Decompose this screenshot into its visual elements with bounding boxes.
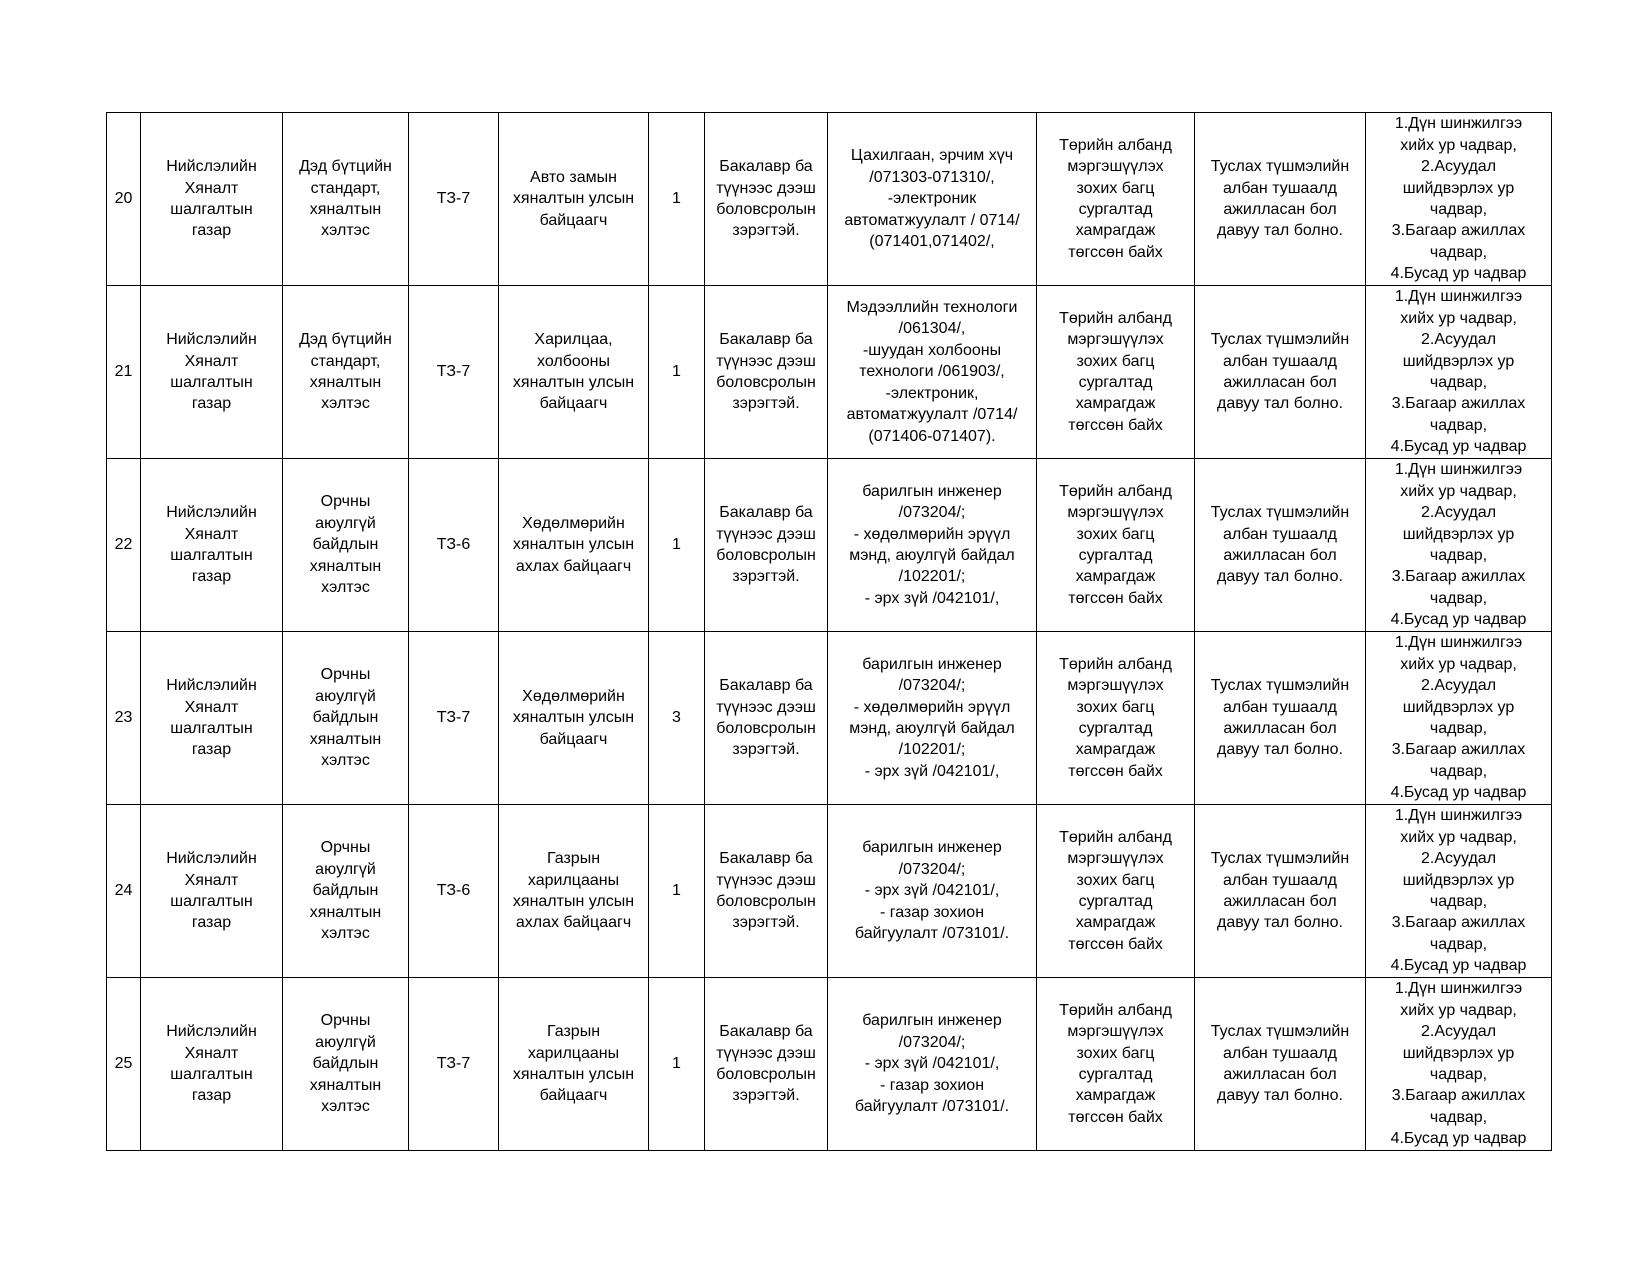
- skills-requirement-cell: 1.Дүн шинжилгээ хийх ур чадвар, 2.Асуудал шийдвэрлэх ур чадвар, 3.Багаар ажиллах чадвар, 4.Бусад ур чадвар: [1366, 459, 1552, 632]
- organization-cell: Нийслэлийн Хяналт шалгалтын газар: [141, 459, 283, 632]
- education-requirement-cell: Бакалавр ба түүнээс дээш боловсролын зэрэгтэй.: [705, 459, 828, 632]
- profession-requirement-cell: барилгын инженер /073204/; - хөдөлмөрийн эрүүл мэнд, аюулгүй байдал /102201/; - эрх зүй /042101/,: [828, 632, 1037, 805]
- table-row: [107, 632, 1552, 805]
- education-requirement-cell: Бакалавр ба түүнээс дээш боловсролын зэрэгтэй.: [705, 632, 828, 805]
- skills-requirement-cell: 1.Дүн шинжилгээ хийх ур чадвар, 2.Асуудал шийдвэрлэх ур чадвар, 3.Багаар ажиллах чадвар, 4.Бусад ур чадвар: [1366, 286, 1552, 459]
- table-body: [107, 113, 1552, 1151]
- education-requirement-cell: Бакалавр ба түүнээс дээш боловсролын зэрэгтэй.: [705, 978, 828, 1151]
- row-number-cell: 24: [107, 805, 141, 978]
- organization-cell: Нийслэлийн Хяналт шалгалтын газар: [141, 113, 283, 286]
- organization-cell: Нийслэлийн Хяналт шалгалтын газар: [141, 286, 283, 459]
- department-cell: Орчны аюулгүй байдлын хяналтын хэлтэс: [283, 459, 409, 632]
- department-cell: Дэд бүтцийн стандарт, хяналтын хэлтэс: [283, 113, 409, 286]
- experience-requirement-cell: Туслах түшмэлийн албан тушаалд ажилласан бол давуу тал болно.: [1195, 286, 1366, 459]
- row-number-cell: 23: [107, 632, 141, 805]
- vacancy-count-cell: 1: [649, 805, 705, 978]
- vacancy-count-cell: 1: [649, 978, 705, 1151]
- vacancy-count-cell: 1: [649, 113, 705, 286]
- experience-requirement-cell: Туслах түшмэлийн албан тушаалд ажилласан бол давуу тал болно.: [1195, 459, 1366, 632]
- training-requirement-cell: Төрийн албанд мэргэшүүлэх зохих багц сургалтад хамрагдаж төгссөн байх: [1037, 113, 1195, 286]
- training-requirement-cell: Төрийн албанд мэргэшүүлэх зохих багц сургалтад хамрагдаж төгссөн байх: [1037, 459, 1195, 632]
- table-row: [107, 459, 1552, 632]
- vacancy-count-cell: 3: [649, 632, 705, 805]
- table-row: [107, 113, 1552, 286]
- profession-requirement-cell: барилгын инженер /073204/; - эрх зүй /042101/, - газар зохион байгуулалт /073101/.: [828, 805, 1037, 978]
- education-requirement-cell: Бакалавр ба түүнээс дээш боловсролын зэрэгтэй.: [705, 113, 828, 286]
- skills-requirement-cell: 1.Дүн шинжилгээ хийх ур чадвар, 2.Асуудал шийдвэрлэх ур чадвар, 3.Багаар ажиллах чадвар, 4.Бусад ур чадвар: [1366, 978, 1552, 1151]
- position-title-cell: Газрын харилцааны хяналтын улсын байцаагч: [499, 978, 649, 1151]
- position-title-cell: Хөдөлмөрийн хяналтын улсын ахлах байцаагч: [499, 459, 649, 632]
- education-requirement-cell: Бакалавр ба түүнээс дээш боловсролын зэрэгтэй.: [705, 286, 828, 459]
- experience-requirement-cell: Туслах түшмэлийн албан тушаалд ажилласан бол давуу тал болно.: [1195, 978, 1366, 1151]
- table-row: [107, 805, 1552, 978]
- training-requirement-cell: Төрийн албанд мэргэшүүлэх зохих багц сургалтад хамрагдаж төгссөн байх: [1037, 805, 1195, 978]
- vacancy-count-cell: 1: [649, 286, 705, 459]
- row-number-cell: 20: [107, 113, 141, 286]
- training-requirement-cell: Төрийн албанд мэргэшүүлэх зохих багц сургалтад хамрагдаж төгссөн байх: [1037, 978, 1195, 1151]
- organization-cell: Нийслэлийн Хяналт шалгалтын газар: [141, 978, 283, 1151]
- profession-requirement-cell: барилгын инженер /073204/; - хөдөлмөрийн эрүүл мэнд, аюулгүй байдал /102201/; - эрх зүй /042101/,: [828, 459, 1037, 632]
- department-cell: Орчны аюулгүй байдлын хяналтын хэлтэс: [283, 632, 409, 805]
- vacancy-table: [106, 112, 1552, 1151]
- experience-requirement-cell: Туслах түшмэлийн албан тушаалд ажилласан бол давуу тал болно.: [1195, 805, 1366, 978]
- training-requirement-cell: Төрийн албанд мэргэшүүлэх зохих багц сургалтад хамрагдаж төгссөн байх: [1037, 286, 1195, 459]
- department-cell: Дэд бүтцийн стандарт, хяналтын хэлтэс: [283, 286, 409, 459]
- position-title-cell: Харилцаа, холбооны хяналтын улсын байцаагч: [499, 286, 649, 459]
- position-grade-cell: ТЗ-7: [409, 632, 499, 805]
- skills-requirement-cell: 1.Дүн шинжилгээ хийх ур чадвар, 2.Асуудал шийдвэрлэх ур чадвар, 3.Багаар ажиллах чадвар, 4.Бусад ур чадвар: [1366, 632, 1552, 805]
- table-row: [107, 978, 1552, 1151]
- row-number-cell: 21: [107, 286, 141, 459]
- experience-requirement-cell: Туслах түшмэлийн албан тушаалд ажилласан бол давуу тал болно.: [1195, 632, 1366, 805]
- skills-requirement-cell: 1.Дүн шинжилгээ хийх ур чадвар, 2.Асуудал шийдвэрлэх ур чадвар, 3.Багаар ажиллах чадвар, 4.Бусад ур чадвар: [1366, 805, 1552, 978]
- row-number-cell: 22: [107, 459, 141, 632]
- profession-requirement-cell: Цахилгаан, эрчим хүч /071303-071310/, -электроник автоматжуулалт / 0714/ (071401,071402/,: [828, 113, 1037, 286]
- vacancy-count-cell: 1: [649, 459, 705, 632]
- department-cell: Орчны аюулгүй байдлын хяналтын хэлтэс: [283, 978, 409, 1151]
- skills-requirement-cell: 1.Дүн шинжилгээ хийх ур чадвар, 2.Асуудал шийдвэрлэх ур чадвар, 3.Багаар ажиллах чадвар, 4.Бусад ур чадвар: [1366, 113, 1552, 286]
- organization-cell: Нийслэлийн Хяналт шалгалтын газар: [141, 805, 283, 978]
- organization-cell: Нийслэлийн Хяналт шалгалтын газар: [141, 632, 283, 805]
- position-grade-cell: ТЗ-6: [409, 805, 499, 978]
- row-number-cell: 25: [107, 978, 141, 1151]
- profession-requirement-cell: барилгын инженер /073204/; - эрх зүй /042101/, - газар зохион байгуулалт /073101/.: [828, 978, 1037, 1151]
- position-grade-cell: ТЗ-7: [409, 113, 499, 286]
- position-title-cell: Газрын харилцааны хяналтын улсын ахлах байцаагч: [499, 805, 649, 978]
- education-requirement-cell: Бакалавр ба түүнээс дээш боловсролын зэрэгтэй.: [705, 805, 828, 978]
- position-grade-cell: ТЗ-7: [409, 286, 499, 459]
- position-grade-cell: ТЗ-6: [409, 459, 499, 632]
- training-requirement-cell: Төрийн албанд мэргэшүүлэх зохих багц сургалтад хамрагдаж төгссөн байх: [1037, 632, 1195, 805]
- department-cell: Орчны аюулгүй байдлын хяналтын хэлтэс: [283, 805, 409, 978]
- position-title-cell: Хөдөлмөрийн хяналтын улсын байцаагч: [499, 632, 649, 805]
- position-title-cell: Авто замын хяналтын улсын байцаагч: [499, 113, 649, 286]
- position-grade-cell: ТЗ-7: [409, 978, 499, 1151]
- experience-requirement-cell: Туслах түшмэлийн албан тушаалд ажилласан бол давуу тал болно.: [1195, 113, 1366, 286]
- profession-requirement-cell: Мэдээллийн технологи /061304/, -шуудан холбооны технологи /061903/, -электроник, автоматжуулалт /0714/ (071406-071407).: [828, 286, 1037, 459]
- table-row: [107, 286, 1552, 459]
